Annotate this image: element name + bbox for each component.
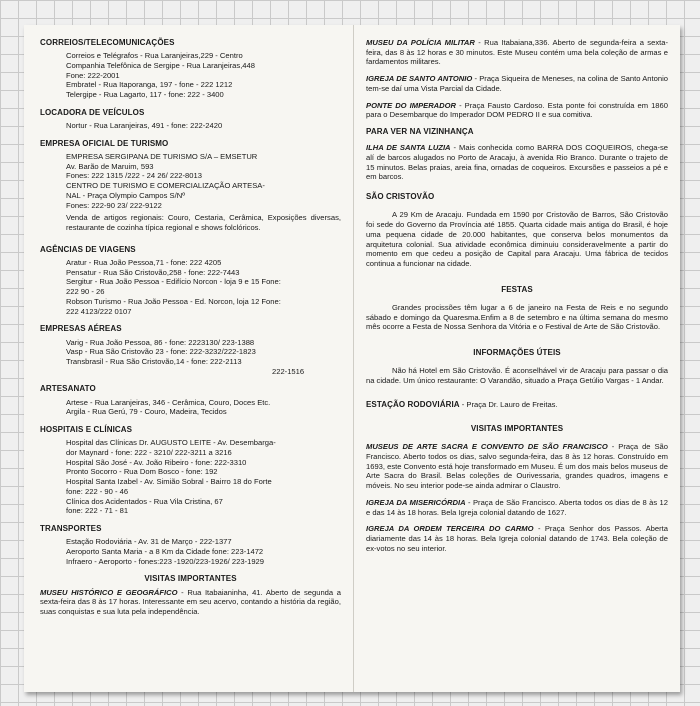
list-item: Estação Rodoviária - Av. 31 de Março - 222-1377 [66, 537, 232, 547]
list-item: Argila - Rua Gerú, 79 - Couro, Madeira, Tecidos [66, 407, 227, 417]
place-description: - Praça Siqueira de Meneses, na colina de Santo Antonio tem-se daí uma Vista Parcial da Cidade. [366, 74, 668, 93]
list-item: Hospital São José - Av. João Ribeiro - fone: 222-3310 [66, 457, 247, 467]
section-body [40, 537, 341, 566]
list-item: Hospital das Clínicas Dr. AUGUSTO LEITE - Av. Desembarga- [66, 438, 276, 448]
section-title: EMPRESA OFICIAL DE TURISMO [40, 138, 169, 148]
list-item: fone: 222 - 71 - 81 [66, 506, 129, 516]
entry-igreja-santo-antonio [366, 74, 668, 93]
list-item: Robson Turismo - Rua João Pessoa - Ed. Norcon, loja 12 Fone: [66, 296, 281, 306]
place-description: - Rua Itabaiana,336. Aberto de segunda-feira a sexta-feira, das 8 às 12 horas e 30 minutos. Este Museu contém uma bela coleção de armas e fardamentos militares. [366, 38, 668, 67]
place-name: IGREJA DE SANTO ANTONIO [366, 74, 473, 84]
place-description: - Praça de São Francisco. Aberta todos os dias de 8 às 12 e das 14 às 18 horas. Bela Igreja colonial datando de 1627. [366, 497, 668, 517]
section-agencias [40, 245, 341, 317]
list-item: 222 4123/222 0107 [66, 306, 132, 316]
section-body [40, 152, 341, 210]
entry-arte-sacra [366, 442, 668, 491]
list-item: fone: 222 - 90 - 46 [66, 486, 129, 496]
place-name: IGREJA DA MISERICÓRDIA [366, 497, 466, 507]
entry-museu-policia [366, 38, 668, 67]
list-item: Infraero - Aeroporto - fones:223 -1920/223-1926/ 223-1929 [66, 556, 264, 566]
section-body [40, 121, 341, 131]
place-name: ILHA DE SANTA LUZIA [366, 143, 451, 153]
list-item: Pronto Socorro - Rua Dom Bosco - fone: 192 [66, 467, 218, 477]
place-name: MUSEU HISTÓRICO E GEOGRÁFICO [40, 587, 178, 597]
entry-ponte [366, 101, 668, 120]
sao-cristovao-text: A 29 Km de Aracaju. Fundada em 1590 por Cristovão de Barros, São Cristovão foi sede do Governo da Província até 1855. Quarta cidade mais antiga do Brasil, é hoje uma pequena cidade de 20.000 habitantes, que conserva belos monumentos da arquitetura colonial. Sua atividade econômica diminuiu consideravelmente a partir do momento em que cedeu a posição de Capital para Aracaju. Uma fábrica de tecidos continua a funcionar na cidade. [366, 210, 668, 268]
section-body [40, 438, 341, 516]
section-title-visitas-right: VISITAS IMPORTANTES [470, 423, 564, 433]
list-item: Nortur - Rua Laranjeiras, 491 - fone: 222-2420 [66, 121, 223, 131]
list-item: Transbrasil - Rua São Cristovão,14 - fone: 222-2113 [66, 356, 242, 366]
section-title-informacoes: INFORMAÇÕES ÚTEIS [473, 348, 561, 358]
informacoes-text: Não há Hotel em São Cristovão. É aconselhável vir de Aracaju para passar o dia na cidade. Um único restaurante: O Varandão, situado a Praça Getúlio Vargas - 1 Andar. [366, 366, 668, 386]
section-title-festas: FESTAS [501, 284, 533, 294]
list-item: Aratur - Rua João Pessoa,71 - fone: 222 4205 [66, 258, 222, 267]
list-item: CENTRO DE TURISMO E COMERCIALIZAÇÃO ARTESA- [66, 181, 265, 191]
list-item: Hospital Santa Izabel - Av. Simião Sobral - Bairro 18 do Forte [66, 477, 272, 487]
section-title: EMPRESAS AÉREAS [40, 324, 122, 334]
section-title: CORREIOS/TELECOMUNICAÇÕES [40, 38, 175, 47]
place-name: MUSEU DA POLÍCIA MILITAR [366, 38, 475, 47]
entry-santa-luzia [366, 143, 668, 182]
list-item: Embratel - Rua Itaporanga, 197 - fone - 222 1212 [66, 80, 233, 90]
place-name: MUSEUS DE ARTE SACRA E CONVENTO DE SÃO FRANCISCO [366, 442, 608, 452]
list-item: 222-1516 [272, 366, 305, 376]
list-item: Clínica dos Acidentados - Rua Vila Cristina, 67 [66, 496, 223, 506]
right-page [354, 25, 680, 692]
section-body [40, 338, 341, 377]
section-title: AGÊNCIAS DE VIAGENS [40, 244, 136, 254]
section-body [40, 258, 341, 316]
left-page [24, 25, 354, 692]
place-name: IGREJA DA ORDEM TERCEIRA DO CARMO [366, 524, 534, 534]
place-description: - Praça de São Francisco. Aberto todos os dias, salvo segunda-feira, das 8 às 12 horas. Construído em 1693, este Convento está hoje transformado em Museu. É um dos mais belos museus de Arte Sacra do Brasil. Belas coleções de Ourivessaria, grandes quadros, imagens e móveis. No seu interior pode-se ainda admirar o Claustro. [366, 442, 669, 491]
section-title: LOCADORA DE VEÍCULOS [40, 107, 145, 117]
list-item: Av. Barão de Maruim, 593 [66, 161, 154, 171]
section-body [40, 51, 341, 100]
section-visitas-left [40, 574, 341, 616]
place-description: - Praça Dr. Lauro de Freitas. [459, 399, 558, 409]
place-description: - Praça Fausto Cardoso. Esta ponte foi construída em 1860 para o Desembarque do Imperador DOM PEDRO II e sua comitiva. [366, 100, 668, 120]
list-item: Pensatur - Rua São Cristovão,258 - fone: 222-7443 [66, 267, 240, 277]
festas-text: Grandes procissões têm lugar a 6 de janeiro na Festa de Reis e no segundo sábado e domingo da Quaresma.Enfim a 8 de setembro e na última semana do mesmo mês ocorre a Festa de Nossa Senhora da Vitória e o Festival de Arte de São Cristovão. [366, 302, 668, 332]
section-empresa-oficial [40, 139, 341, 233]
list-item: EMPRESA SERGIPANA DE TURISMO S/A – EMSETUR [66, 152, 258, 162]
place-description: - Mais conhecida como BARRA DOS COQUEIROS, chega-se alí de barcos alugados no Porto de Aracaju, à avenida Rio Branco. Durante o trajeto de 15 minutos. Belas praias, areia fina, ornadas de coqueiros. Excursões e passeios a pé e em barcos. [366, 143, 668, 182]
section-title-sao-cristovao: SÃO CRISTOVÃO [366, 192, 435, 202]
place-name: PONTE DO IMPERADOR [366, 100, 457, 110]
section-title: ARTESANATO [40, 384, 96, 394]
list-item: Fone: 222-2001 [66, 70, 120, 80]
section-hospitais [40, 425, 341, 516]
entry-carmo [366, 524, 668, 553]
section-title: VISITAS IMPORTANTES [144, 574, 237, 584]
section-body [40, 398, 341, 417]
list-item: Fones: 222 1315 /222 - 24 26/ 222-8013 [66, 171, 202, 181]
section-title: TRANSPORTES [40, 524, 102, 534]
section-transportes [40, 524, 341, 566]
list-item: Fones: 222-90 23/ 222-9122 [66, 200, 162, 210]
section-body [40, 588, 341, 617]
list-item: Varig - Rua João Pessoa, 86 - fone: 2223130/ 223-1388 [66, 337, 255, 347]
section-correios [40, 38, 341, 100]
place-name: ESTAÇÃO RODOVIÁRIA [366, 399, 460, 409]
place-description: - Praça Senhor dos Passos. Aberta diariamente das 14 às 18 horas. Bela Igreja colonial datando de 1743. Bela coleção de ex-votos no seu interior. [366, 524, 668, 553]
section-locadora [40, 108, 341, 131]
list-item: Telergipe - Rua Lagarto, 117 - fone: 222 - 3400 [66, 90, 224, 100]
list-item: NAL - Praça Olympio Campos S/Nº [66, 190, 185, 200]
section-aereas [40, 324, 341, 376]
section-title: HOSPITAIS E CLÍNICAS [40, 425, 133, 435]
list-item: dor Maynard - fone: 222 - 3210/ 222-3211 a 3216 [66, 448, 232, 458]
list-item: Aeroporto Santa Maria - a 8 Km da Cidade fone: 223-1472 [66, 547, 264, 557]
list-item: Sergitur - Rua João Pessoa - Edifício Norcon - loja 9 e 15 Fone: [66, 277, 281, 287]
list-item: Artese - Rua Laranjeiras, 346 - Cerâmica, Couro, Doces Etc. [66, 397, 271, 407]
entry-rodoviaria [366, 400, 668, 410]
section-title-vizinhanca: PARA VER NA VIZINHANÇA [366, 127, 474, 137]
place-description: - Rua Itabaianinha, 41. Aberto de segunda a sexta-feira das 8 às 17 horas. Interessante em seu acervo, contando a história da região, suas conquistas e sua luta pela independência. [40, 587, 341, 617]
entry-misericordia [366, 498, 668, 517]
list-item: Vasp - Rua São Cristovão 23 - fone: 222-3232/222-1823 [66, 347, 256, 357]
section-artesanato [40, 384, 341, 417]
list-item: Companhia Telefônica de Sergipe - Rua Laranjeiras,448 [66, 60, 255, 70]
list-item: 222 90 - 26 [66, 287, 105, 297]
list-item: Correios e Telégrafos - Rua Laranjeiras,229 - Centro [66, 51, 243, 61]
brochure [24, 25, 680, 692]
section-note: Venda de artigos regionais: Couro, Cestaria, Cerâmica, Exposições diversas, restaurante de cozinha típica regional e shows folclóricos. [66, 213, 341, 233]
